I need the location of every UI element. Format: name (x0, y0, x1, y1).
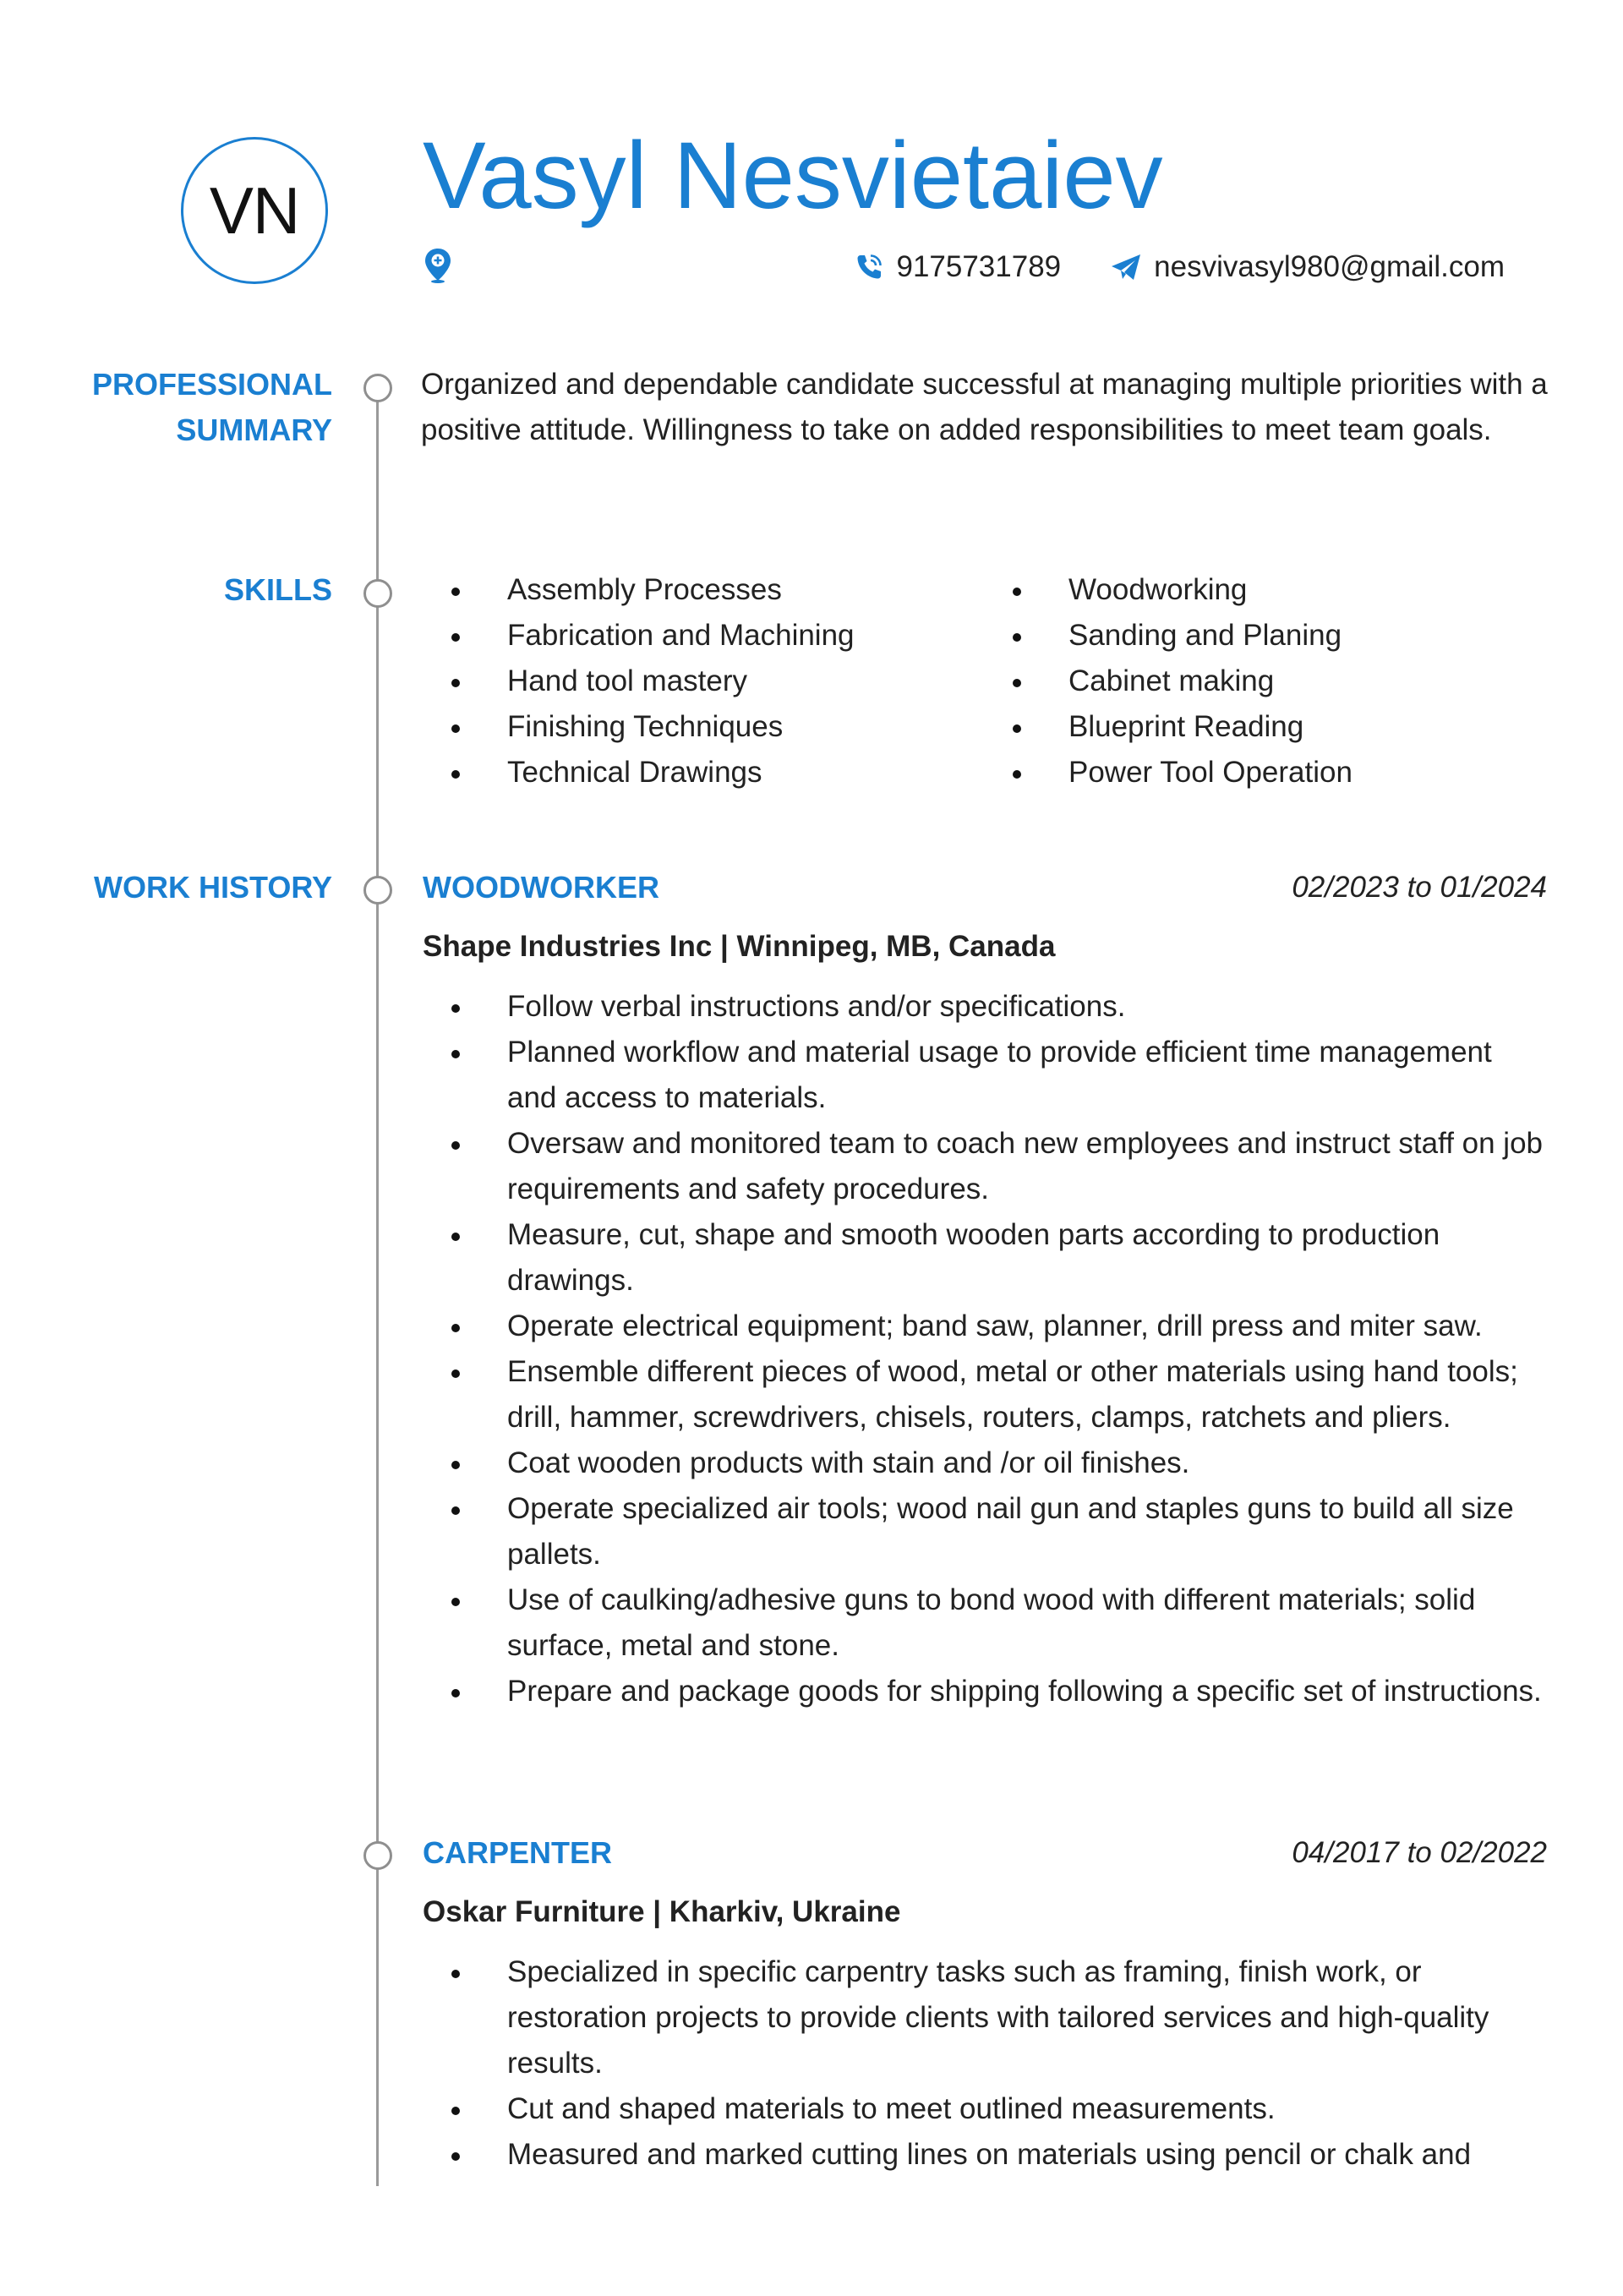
job-company: Oskar Furniture | Kharkiv, Ukraine (423, 1895, 901, 1928)
job-bullet: Operate specialized air tools; wood nail gun and staples guns to build all size pallets. (423, 1486, 1547, 1577)
job-bullet: Planned workflow and material usage to provide efficient time management and access to materials. (423, 1030, 1547, 1121)
avatar-initials: VN (209, 173, 300, 248)
job-bullet: Coat wooden products with stain and /or oil finishes. (423, 1440, 1547, 1486)
skill-item: Fabrication and Machining (423, 613, 855, 659)
timeline-node-summary (363, 374, 392, 402)
skill-item: Assembly Processes (423, 567, 855, 613)
job-bullet: Measured and marked cutting lines on materials using pencil or chalk and (423, 2132, 1547, 2178)
summary-text: Organized and dependable candidate successful at managing multiple priorities with a positive attitude. Willingness to take on added responsibilities to meet team goals. (421, 368, 1548, 446)
skill-item: Hand tool mastery (423, 659, 855, 704)
section-label-work-history: WORK HISTORY (93, 870, 332, 905)
contact-bar (423, 247, 1505, 287)
timeline-node-skills (363, 579, 392, 608)
initials-avatar (181, 137, 328, 284)
skill-item: Sanding and Planing (984, 613, 1352, 659)
phone-number: 9175731789 (896, 250, 1062, 283)
timeline-node-woodworker (363, 876, 392, 905)
job-bullet: Specialized in specific carpentry tasks such as framing, finish work, or restoration projects to provide clients with tailored services and high-quality results. (423, 1949, 1547, 2086)
skills-column-2 (984, 567, 1352, 795)
job-title: WOODWORKER (423, 870, 659, 905)
skill-item: Cabinet making (984, 659, 1352, 704)
location-pin-icon (423, 247, 453, 284)
job-bullet: Follow verbal instructions and/or specifications. (423, 984, 1547, 1030)
job-bullet: Prepare and package goods for shipping following a specific set of instructions. (423, 1669, 1547, 1714)
job-bullet: Measure, cut, shape and smooth wooden parts according to production drawings. (423, 1212, 1547, 1304)
job-bullet-list (423, 1949, 1547, 2178)
job-bullet: Operate electrical equipment; band saw, planner, drill press and miter saw. (423, 1304, 1547, 1349)
job-bullet: Oversaw and monitored team to coach new employees and instruct staff on job requirements and safety procedures. (423, 1121, 1547, 1212)
job-bullet: Ensemble different pieces of wood, metal or other materials using hand tools; drill, hammer, screwdrivers, chisels, routers, clamps, ratchets and pliers. (423, 1349, 1547, 1440)
skills-column-1 (423, 567, 855, 795)
timeline-line (376, 385, 379, 2186)
job-bullet: Cut and shaped materials to meet outlined measurements. (423, 2086, 1547, 2132)
section-label-skills: SKILLS (223, 572, 332, 607)
email-address: nesvivasyl980@gmail.com (1154, 250, 1505, 283)
section-label-summary: PROFESSIONAL SUMMARY (91, 367, 332, 447)
job-dates: 04/2017 to 02/2022 (1292, 1836, 1547, 1869)
candidate-name: Vasyl Nesvietaiev (423, 123, 1163, 228)
skill-item: Power Tool Operation (984, 750, 1352, 795)
skills-list (423, 567, 1555, 795)
skill-item: Woodworking (984, 567, 1352, 613)
phone-icon (854, 252, 884, 282)
send-plane-icon (1110, 253, 1142, 282)
skill-item: Technical Drawings (423, 750, 855, 795)
job-bullet: Use of caulking/adhesive guns to bond wood with different materials; solid surface, metal and stone. (423, 1577, 1547, 1669)
skill-item: Finishing Techniques (423, 704, 855, 750)
job-dates: 02/2023 to 01/2024 (1292, 871, 1547, 904)
job-bullet-list (423, 984, 1547, 1714)
job-title: CARPENTER (423, 1835, 613, 1870)
timeline-node-carpenter (363, 1841, 392, 1870)
job-company: Shape Industries Inc | Winnipeg, MB, Canada (423, 930, 1056, 963)
contact-details (854, 247, 1505, 287)
skill-item: Blueprint Reading (984, 704, 1352, 750)
